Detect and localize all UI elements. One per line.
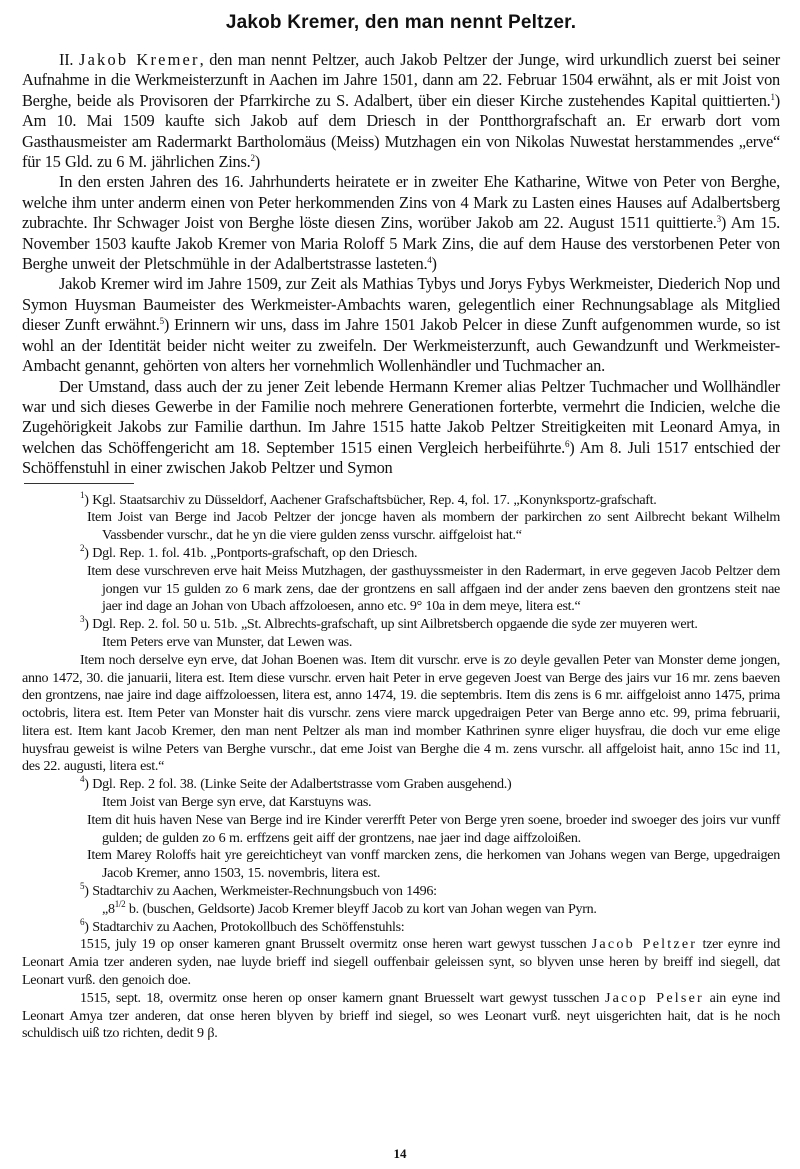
paragraph: Der Umstand, dass auch der zu jener Zeit lebende Hermann Kremer alias Peltzer Tuchmacher und Wollhändler war und sich dieses Gewerbe in der Familie noch mehrere Generationen forterbte, vermehrt die Indicien, welche die Zugehörigkeit Jakobs zur Familie darthun. Im Jahre 1515 hatte Jakob Peltzer Streitigkeiten mit Leonard Amya, in welchen das Schöffengericht am 18. September 1515 einen Vergleich herbeiführte.$^6$) Am 8. Juli 1517 entschied der Schöffenstuhl in einer zwischen Jakob Peltzer und Symon bbox=[22, 376, 780, 478]
footnote-ref: 5 bbox=[159, 316, 164, 327]
footnote-ref: 1 bbox=[770, 91, 775, 102]
document-page bbox=[22, 0, 780, 1043]
paragraph: Jakob Kremer wird im Jahre 1509, zur Zeit als Mathias Tybys und Jorys Fybys Werkmeister, Diederich Nop und Symon Huysman Baumeister des Werkmeister-Ambachts waren, gelegentlich einer Rechnungsablage als Mitglied dieser Zunft erwähnt.$^5$) Erinnern wir uns, dass im Jahre 1501 Jakob Pelcer in diese Zunft aufgenommen wurde, so ist wohl an der Identität beider nicht weiter zu zweifeln. Der Werkmeisterzunft, auch Gewandzunft und Werkmeister-Ambacht genannt, gehörten von alters her vornehmlich Wollenhändler und Tuchmacher an. bbox=[22, 274, 780, 376]
page-title: Jakob Kremer, den man nennt Peltzer. bbox=[225, 12, 577, 33]
footnote-quote: Item dit huis haven Nese van Berge ind ire Kinder vererfft Peter von Berge yren soene, broeder ind swoeger des joirs vur vunff gulden; de gulden zo 6 m. erffzens geit aiff der grontzens, nae jaer ind dage aiffzoloißen. bbox=[87, 811, 780, 846]
footnote-quote: 1515, july 19 op onser kameren gnant Brusselt overmitz onse heren wart gewyst tusschen Jacob Peltzer tzer eynre ind Leonart Amia tzer anderen syden, nae luyde brieff ind siegell ouffenbair geleissen synt, so blyven unse heren by breiff ind siegell, dat Leonart vurß. den genoich doe. bbox=[22, 936, 781, 989]
footnote-1: $^1$) Kgl. Staatsarchiv zu Düsseldorf, Aachener Grafschaftsbücher, Rep. 4, fol. 17. „Konynksportz-grafschaft. bbox=[80, 489, 657, 508]
main-text bbox=[22, 50, 780, 479]
footnote-quote: 1515, sept. 18, overmitz onse heren op onser kamern gnant Bruesselt wart gewyst tusschen Jacop Pelser ain eyne ind Leonart Amya tzer anderen, dat onse heren blyven by brieff ind siegel, so wes Leonart vurß. neyt uisgerichten hait, dat is he noch schuldisch uiß tzo richten, dedit 9 β. bbox=[22, 989, 781, 1042]
footnote-ref: 6 bbox=[565, 438, 570, 449]
footnote-2: $^2$) Dgl. Rep. 1. fol. 41b. „Pontports-grafschaft, op den Driesch. bbox=[80, 542, 418, 561]
footnote-quote: Item Marey Roloffs hait yre gereichticheyt van vonff marcken zens, die herkomen van Johans wegen van Berge, upgedraigen Jacob Kremer, anno 1503, 15. novembris, litera est. bbox=[87, 847, 780, 882]
paragraph: II. Jakob Kremer, den man nennt Peltzer, auch Jakob Peltzer der Junge, wird urkundlich zuerst bei seiner Aufnahme in die Werkmeisterzunft in Aachen im Jahre 1501, dann am 22. Februar 1504 erwähnt, als er mit Joist von Berghe, beide als Provisoren der Pfarrkirche zu S. Adalbert, über ein dieser Kirche zustehendes Kapital quittierten.$^1$) Am 10. Mai 1509 kaufte sich Jakob auf dem Driesch in der Pontthorgrafschaft an. Er erwarb dort vom Gasthausmeister am Radermarkt Bartholomäus (Meiss) Mutzhagen ein von Nikolas Nuwestat herstammendes „erve“ für 15 Gld. zu 6 M. jährlichen Zins.$^2$) bbox=[22, 50, 780, 172]
footnote-quote: $„8^{1/2}$ b. (buschen, Geldsorte) Jacob Kremer bleyff Jacob zu kort van Johan wegen van Pyrn. bbox=[102, 898, 597, 917]
footnote-4: $^4$) Dgl. Rep. 2 fol. 38. (Linke Seite der Adalbertstrasse vom Graben ausgehend.) bbox=[80, 774, 512, 793]
footnote-ref: 2 bbox=[250, 153, 255, 164]
footnote-5: $^5$) Stadtarchiv zu Aachen, Werkmeister-Rechnungsbuch von 1496: bbox=[80, 881, 437, 900]
footnote-quote: Item Joist van Berge syn erve, dat Karstuyns was. bbox=[102, 794, 372, 811]
footnote-quote: Item Joist van Berge ind Jacob Peltzer der joncge haven als mombern der parkirchen zo sent Ailbrecht bekant Wilhelm Vassbender vurschr., dat he yn die viere gulden zenss vurschr. aiffgeloist hat.“ bbox=[87, 509, 780, 544]
footnote-ref: 3 bbox=[716, 214, 721, 225]
footnote-quote: Item noch derselve eyn erve, dat Johan Boenen was. Item dit vurschr. erve is zo deyle gevallen Peter van Monster deme jongen, anno 1472, 30. die januarii, litera est. Item diese vurschr. erven hait Peter in erve gegeven Joest van Berge des jairs vur 16 mr. zens baeven den grontzens, nae jaire ind dage aiffzoloessen, litera est, anno 1474, 19. die septembris. Item dis zens is 6 mr. aiffgeloist anno 1475, prima octobris, litera est. Item Peter van Monster hait dis vurschr. zens viere marck upgedraigen Peter van Berge anno etc. 99, prima februarii, litera est. Item kant Jacob Kremer, den man nent Peltzer als man ind momber Kathrinen synre eliger huysfrau, die doch vur eme elige huysfrau geweist is wilne Peters van Berghe vurschr., dat eme Joist van Berghe die 4 m. zens vurschr. all affgeloist hait, anno 15c ind 11, des 22. augusti, litera est.“ bbox=[22, 651, 780, 775]
footnote-ref: 4 bbox=[427, 255, 432, 266]
page-number: 14 bbox=[393, 1146, 407, 1161]
footnote-6: $^6$) Stadtarchiv zu Aachen, Protokollbuch des Schöffenstuhls: bbox=[80, 916, 405, 935]
paragraph: In den ersten Jahren des 16. Jahrhunderts heiratete er in zweiter Ehe Katharine, Witwe von Peter von Berghe, welche ihm unter anderm einen von Peter herkommenden Zins von 4 Mark zu Lasten eines Hauses auf Adalbertsberg zubrachte. Ihr Schwager Joist von Berghe löste diesen Zins, worüber Jakob am 22. August 1511 quittierte.$^3$) Am 15. November 1503 kaufte Jakob Kremer von Maria Roloff 5 Mark Zins, die auf dem Hause des verstorbenen Peter von Berghe unweit der Pletschmühle in der Adalbertstrasse lasteten.$^4$) bbox=[22, 172, 780, 274]
spaced-name: Jakob Kremer bbox=[79, 50, 200, 69]
footnote-3: $^3$) Dgl. Rep. 2. fol. 50 u. 51b. „St. Albrechts-grafschaft, up sint Ailbretsberch opgaende die syde zer muyeren wert. bbox=[80, 614, 698, 633]
footnote-divider bbox=[24, 483, 134, 484]
footnote-quote: Item dese vurschreven erve hait Meiss Mutzhagen, der gasthuyssmeister in den Radermart, in erve gegeven Jacob Peltzer dem jongen vur 15 gulden zo 6 mark zens, dae der grontzens en sall affgaen ind der ander zens baeven den grontzens steit nae jaer ind dage an Johan von Ubach affzoloesen, anno etc. 9° 10a in dem meye, litera est.“ bbox=[87, 562, 780, 615]
footnote-quote: Item Peters erve van Munster, dat Lewen was. bbox=[102, 633, 353, 650]
footnotes bbox=[22, 489, 781, 1044]
